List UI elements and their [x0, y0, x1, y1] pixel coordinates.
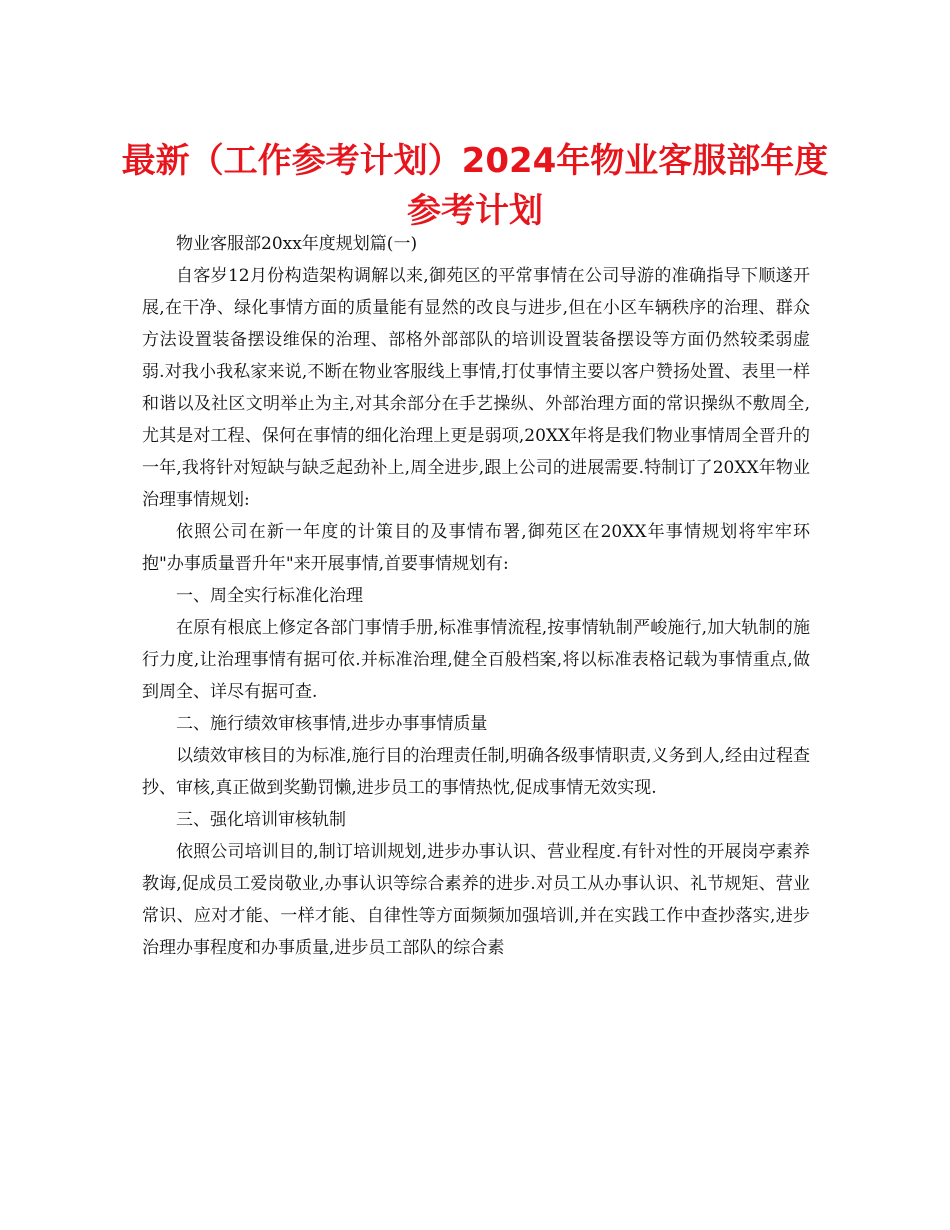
body-paragraph: 依照公司在新一年度的计策目的及事情布署,御苑区在20XX年事情规划将牢牢环抱"办事质量晋升年"来开展事情,首要事情规划有: — [142, 522, 810, 574]
body-paragraph: 自客岁12月份构造架构调解以来,御苑区的平常事情在公司导游的准确指导下顺遂开展,在干净、绿化事情方面的质量能有显然的改良与进步,但在小区车辆秩序的治理、群众方法设置装备摆设维保的治理、部格外部部队的培训设置装备摆设等方面仍然较柔弱虚弱.对我小我私家来说,不断在物业客服线上事情,打仗事情主要以客户赞扬处置、表里一样和谐以及社区文明举止为主,对其余部分在手艺操纵、外部治理方面的常识操纵不敷周全,尤其是对工程、保何在事情的细化治理上更是弱项,20XX年将是我们物业事情周全晋升的一年,我将针对短缺与缺乏起劲补上,周全进步,跟上公司的进展需要.特制订了20XX年物业治理事情规划: — [142, 266, 810, 510]
document-body — [142, 228, 810, 964]
section-heading: 三、强化培训审核轨制 — [176, 810, 346, 830]
document-title: 最新（工作参考计划）2024年物业客服部年度参考计划 — [121, 141, 829, 231]
section-heading: 二、施行绩效审核事情,进步办事事情质量 — [176, 714, 488, 734]
section-heading: 一、周全实行标准化治理 — [176, 586, 363, 606]
body-paragraph: 以绩效审核目的为标准,施行目的治理责任制,明确各级事情职责,义务到人,经由过程查抄、审核,真正做到奖勤罚懒,进步员工的事情热忱,促成事情无效实现. — [142, 746, 810, 798]
section-subtitle: 物业客服部20xx年度规划篇(一) — [176, 234, 418, 254]
body-paragraph: 依照公司培训目的,制订培训规划,进步办事认识、营业程度.有针对性的开展岗亭素养教诲,促成员工爱岗敬业,办事认识等综合素养的进步.对员工从办事认识、礼节规矩、营业常识、应对才能、一样才能、自律性等方面频频加强培训,并在实践工作中查抄落实,进步治理办事程度和办事质量,进步员工部队的综合素 — [142, 842, 810, 958]
body-paragraph: 在原有根底上修定各部门事情手册,标准事情流程,按事情轨制严峻施行,加大轨制的施行力度,让治理事情有据可依.并标准治理,健全百般档案,将以标准表格记载为事情重点,做到周全、详尽有据可查. — [142, 618, 810, 702]
